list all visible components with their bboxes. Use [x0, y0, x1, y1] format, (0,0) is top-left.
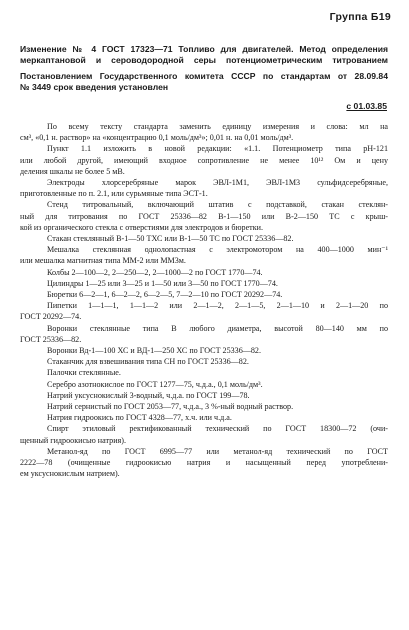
body-line: Стакан стеклянный В-1—50 ТХС или В-1—50 ТС по ГОСТ 25336—82.	[47, 234, 294, 244]
body-line: ем уксуснокислым натрием).	[20, 469, 120, 479]
body-line: щенный гидроокисью натрия).	[20, 435, 126, 445]
approval-line-2: № 3449 срок введения установлен	[20, 82, 169, 92]
amendment-title-line-1: Изменение № 4 ГОСТ 17323—71 Топливо для двигателей. Метод определения	[20, 44, 388, 54]
amendment-body	[20, 121, 388, 480]
body-line: Стаканчик для взвешивания типа СН по ГОСТ 25336—82.	[47, 357, 249, 367]
body-line: ГОСТ 20292—74.	[20, 312, 82, 322]
body-line: Цилиндры 1—25 или 3—25 и 1—50 или 3—50 по ГОСТ 1770—74.	[47, 278, 278, 288]
body-line: 2222—78 (очищенные гидроокисью натрия и насыщенный перед употреблени-	[20, 458, 388, 468]
effective-date: с 01.03.85	[346, 101, 387, 111]
body-line: приготовленные по п. 2.1, или сурьмяные типа ЭСТ-1.	[20, 189, 208, 199]
body-line: см³, «0,1 н. раствор» на «концентрацию 0,1 моль/дм³»; 0,01 н. на 0,01 моль/дм³.	[20, 133, 294, 143]
body-line: Палочки стеклянные.	[47, 368, 121, 378]
body-line: Стенд титровальный, включающий штатив с подставкой, стакан стеклян-	[47, 200, 388, 210]
body-line: Колбы 2—100—2, 2—250—2, 2—1000—2 по ГОСТ 1770—74.	[47, 267, 263, 277]
body-line: деления шкалы не более 5 мВ.	[20, 166, 125, 176]
body-line: ГОСТ 25336—82.	[20, 334, 82, 344]
body-line: Натрий сернистый по ГОСТ 2053—77, ч.д.а., 3 %-ный водный раствор.	[47, 402, 294, 412]
body-line: Пипетки 1—1—1, 1—1—2 или 2—1—2, 2—1—5, 2—1—10 и 2—1—20 по	[47, 301, 388, 311]
body-line: ный для титрования по ГОСТ 25336—82 В-1—150 или В-2—150 ТС с крыш-	[20, 211, 388, 221]
body-line: Натрия гидроокись по ГОСТ 4328—77, х.ч. или ч.д.а.	[47, 413, 232, 423]
body-line: Воронки стеклянные типа В любого диаметра, высотой 80—140 мм по	[47, 323, 388, 333]
body-line: Пункт 1.1 изложить в новой редакции: «1.1. Потенциометр типа рН-121	[47, 144, 388, 154]
body-line: кой из органического стекла с отверстиями для электродов и бюретки.	[20, 222, 264, 232]
body-line: или мешалка магнитная типа ММ-2 или ММ3м.	[20, 256, 186, 266]
amendment-title-line-2: меркаптановой и сероводородной серы потенциометрическим титрованием	[20, 55, 388, 65]
body-line: или любой другой, имеющий входное сопротивление не менее 10¹² Ом и цену	[20, 155, 388, 165]
body-line: Натрий уксуснокислый 3-водный, ч.д.а. по ГОСТ 199—78.	[47, 390, 250, 400]
body-line: Спирт этиловый ректификованный технический по ГОСТ 18300—72 (очи-	[47, 424, 388, 434]
approval-line-1: Постановлением Государственного комитета СССР по стандартам от 28.09.84	[20, 71, 388, 81]
body-line: Метанол-яд по ГОСТ 6995—77 или метанол-яд технический по ГОСТ	[47, 446, 388, 456]
body-line: По всему тексту стандарта заменить единицу измерения и слова: мл на	[47, 122, 388, 131]
body-line: Серебро азотнокислое по ГОСТ 1277—75, ч.д.а., 0,1 моль/дм³.	[47, 379, 263, 389]
group-code: Группа Б19	[329, 11, 391, 23]
body-line: Воронки Вд-1—100 ХС и ВД-1—250 ХС по ГОСТ 25336—82.	[47, 346, 261, 356]
body-line: Электроды хлорсеребряные марок ЭВЛ-1М1, ЭВЛ-1М3 сульфидсеребряные,	[47, 178, 388, 188]
body-line: Мешалка стеклянная однолопастная с электромотором на 400—1000 мин⁻¹	[47, 245, 388, 255]
body-line: Бюретки 6—2—1, 6—2—2, 6—2—5, 7—2—10 по ГОСТ 20292—74.	[47, 290, 283, 300]
